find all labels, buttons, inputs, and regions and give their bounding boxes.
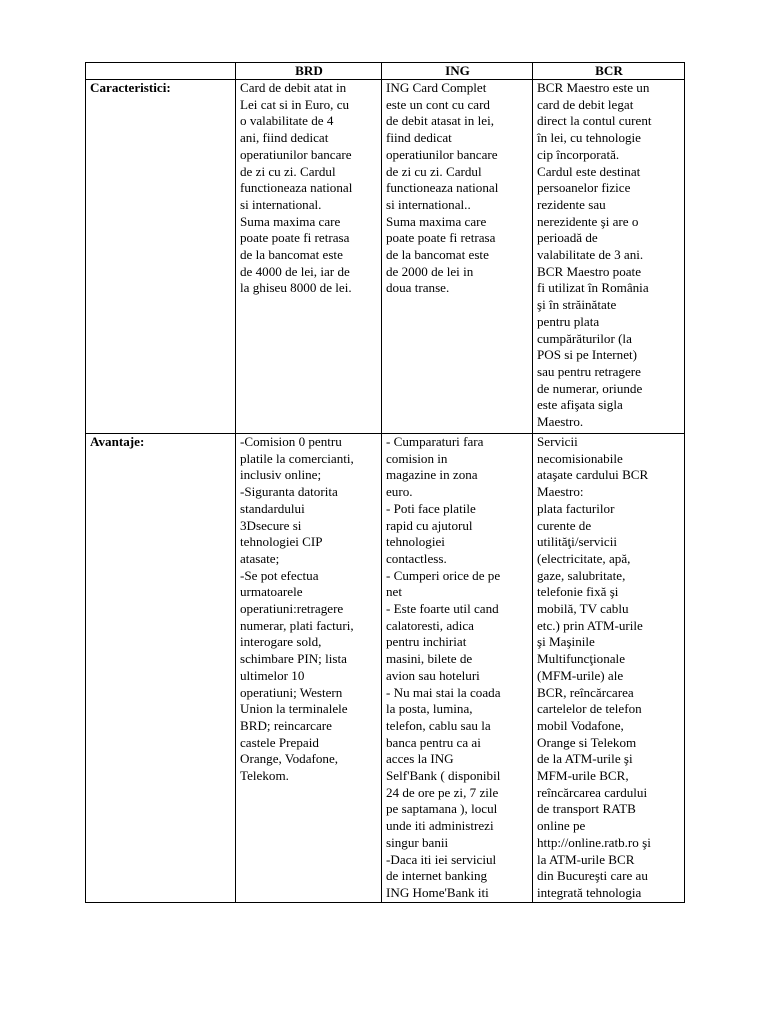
header-cell-ing: ING xyxy=(382,63,533,80)
cell-text-line: banca pentru ca ai xyxy=(386,734,481,750)
cell-text-line: Union la terminalele xyxy=(240,701,348,717)
cell-text-line: numerar, plati facturi, xyxy=(240,617,354,633)
cell-text-line: calatoresti, adica xyxy=(386,617,474,633)
cell-text-line: la ghiseu 8000 de lei. xyxy=(240,280,352,296)
cell-text-line: BCR Maestro este un xyxy=(537,80,650,95)
cell-text-line: telefon, cablu sau la xyxy=(386,717,491,733)
row-label-caracteristici: Caracteristici: xyxy=(86,80,236,434)
cell-text-line: de zi cu zi. Cardul xyxy=(240,163,336,179)
cell-text-line: tehnologiei CIP xyxy=(240,534,323,550)
cell-text-line: si international. xyxy=(240,196,322,212)
cell-text-line: persoanelor fizice xyxy=(537,180,631,196)
cell-text-line: MFM-urile BCR, xyxy=(537,768,629,784)
table-row xyxy=(86,80,685,434)
cell-text-line: - Nu mai stai la coada xyxy=(386,684,501,700)
cell-text-line: (MFM-urile) ale xyxy=(537,667,624,683)
cell-text-line: interogare sold, xyxy=(240,634,322,650)
cell-text-line: ING Home'Bank iti xyxy=(386,884,489,900)
cell-text-line: etc.) prin ATM-urile xyxy=(537,617,643,633)
cell-text-line: reîncărcarea cardului xyxy=(537,784,648,800)
cell-text-line: atasate; xyxy=(240,550,280,566)
cell-text-line: -Comision 0 pentru xyxy=(240,434,342,449)
cell-text-line: cartelelor de telefon xyxy=(537,701,642,717)
cell-text-line: de debit atasat in lei, xyxy=(386,113,494,129)
cell-text-line: mobil Vodafone, xyxy=(537,717,624,733)
cell-ing-caracteristici xyxy=(382,80,533,434)
cell-text-line: contactless. xyxy=(386,550,447,566)
cell-text-line: - Poti face platile xyxy=(386,500,476,516)
cell-text-line: poate poate fi retrasa xyxy=(240,230,350,246)
comparison-table xyxy=(85,62,685,903)
cell-text-line: 3Dsecure si xyxy=(240,517,302,533)
cell-text-line: Orange, Vodafone, xyxy=(240,751,339,767)
cell-text-line: ING Card Complet xyxy=(386,80,487,95)
cell-text-line: euro. xyxy=(386,484,413,500)
cell-text-line: platile la comercianti, xyxy=(240,450,354,466)
cell-text-line: castele Prepaid xyxy=(240,734,319,750)
cell-text-line: Telekom. xyxy=(240,768,289,784)
cell-text-line: Suma maxima care xyxy=(386,213,487,229)
cell-text-line: Maestro. xyxy=(537,414,584,430)
cell-bcr-caracteristici xyxy=(533,80,685,434)
cell-text-line: si international.. xyxy=(386,196,471,212)
cell-text-line: gaze, salubritate, xyxy=(537,567,626,583)
cell-text-line: POS si pe Internet) xyxy=(537,347,638,363)
cell-text-line: BCR, reîncărcarea xyxy=(537,684,634,700)
cell-text-line: card de debit legat xyxy=(537,96,634,112)
cell-text-line: Self'Bank ( disponibil xyxy=(386,768,501,784)
cell-text-line: schimbare PIN; lista xyxy=(240,651,347,667)
header-row xyxy=(86,63,685,80)
cell-text-line: doua transe. xyxy=(386,280,450,296)
cell-text-line: http://online.ratb.ro şi xyxy=(537,834,651,850)
cell-text-line: este un cont cu card xyxy=(386,96,490,112)
cell-text-line: ultimelor 10 xyxy=(240,667,305,683)
cell-text-line: de 2000 de lei in xyxy=(386,263,474,279)
cell-text-line: de zi cu zi. Cardul xyxy=(386,163,482,179)
cell-text-line: de numerar, oriunde xyxy=(537,380,643,396)
cell-text-line: - Este foarte util cand xyxy=(386,601,499,617)
cell-text-line: telefonie fixă şi xyxy=(537,584,619,600)
cell-text-line: (electricitate, apă, xyxy=(537,550,631,566)
cell-text-line: operatiuni:retragere xyxy=(240,601,344,617)
cell-text-line: operatiunilor bancare xyxy=(386,146,498,162)
cell-text-line: din Bucureşti care au xyxy=(537,868,648,884)
cell-text-line: standardului xyxy=(240,500,305,516)
cell-text-line: comision in xyxy=(386,450,448,466)
cell-text-line: online pe xyxy=(537,818,586,834)
cell-text-line: Servicii xyxy=(537,434,578,449)
cell-text-line: -Daca iti iei serviciul xyxy=(386,851,497,867)
cell-text-line: cumpărăturilor (la xyxy=(537,330,632,346)
cell-text-line: rezidente sau xyxy=(537,196,606,212)
cell-text-line: singur banii xyxy=(386,834,449,850)
cell-text-line: functioneaza national xyxy=(240,180,353,196)
cell-brd-caracteristici xyxy=(236,80,382,434)
cell-text-line: Suma maxima care xyxy=(240,213,341,229)
cell-text-line: la posta, lumina, xyxy=(386,701,473,717)
cell-text-line: operatiunilor bancare xyxy=(240,146,352,162)
cell-text-line: Maestro: xyxy=(537,484,584,500)
cell-text-line: utilităţi/servicii xyxy=(537,534,618,550)
cell-text-line: fi utilizat în România xyxy=(537,280,649,296)
cell-text-line: şi Maşinile xyxy=(537,634,595,650)
cell-text-line: -Siguranta datorita xyxy=(240,484,338,500)
cell-ing-avantaje xyxy=(382,434,533,903)
cell-text-line: avion sau hoteluri xyxy=(386,667,480,683)
cell-text-line: Orange si Telekom xyxy=(537,734,637,750)
cell-brd-avantaje xyxy=(236,434,382,903)
cell-text-line: pentru plata xyxy=(537,313,600,329)
cell-text-line: poate poate fi retrasa xyxy=(386,230,496,246)
header-cell-bcr: BCR xyxy=(533,63,685,80)
cell-text-line: Cardul este destinat xyxy=(537,163,641,179)
cell-text-line: în lei, cu tehnologie xyxy=(537,130,641,146)
cell-bcr-avantaje xyxy=(533,434,685,903)
cell-text-line: fiind dedicat xyxy=(386,130,452,146)
row-label-avantaje: Avantaje: xyxy=(86,434,236,903)
cell-text-line: pentru inchiriat xyxy=(386,634,467,650)
cell-text-line: -Se pot efectua xyxy=(240,567,319,583)
cell-text-line: - Cumparaturi fara xyxy=(386,434,484,449)
cell-text-line: Lei cat si in Euro, cu xyxy=(240,96,350,112)
cell-text-line: de transport RATB xyxy=(537,801,636,817)
cell-text-line: de la bancomat este xyxy=(240,247,343,263)
cell-text-line: la ATM-urile BCR xyxy=(537,851,635,867)
cell-text-line: direct la contul curent xyxy=(537,113,652,129)
cell-text-line: plata facturilor xyxy=(537,500,615,516)
cell-text-line: BRD; reincarcare xyxy=(240,717,332,733)
cell-text-line: o valabilitate de 4 xyxy=(240,113,334,129)
cell-text-line: masini, bilete de xyxy=(386,651,473,667)
cell-text-line: nerezidente şi are o xyxy=(537,213,639,229)
cell-text-line: ataşate cardului BCR xyxy=(537,467,649,483)
cell-text-line: de 4000 de lei, iar de xyxy=(240,263,350,279)
cell-text-line: curente de xyxy=(537,517,592,533)
cell-text-line: tehnologiei xyxy=(386,534,445,550)
cell-text-line: şi în străinătate xyxy=(537,297,617,313)
cell-text-line: necomisionabile xyxy=(537,450,623,466)
cell-text-line: de la ATM-urile şi xyxy=(537,751,633,767)
cell-text-line: integrată tehnologia xyxy=(537,884,642,900)
cell-text-line: - Cumperi orice de pe xyxy=(386,567,501,583)
cell-text-line: valabilitate de 3 ani. xyxy=(537,247,644,263)
cell-text-line: operatiuni; Western xyxy=(240,684,343,700)
cell-text-line: perioadă de xyxy=(537,230,598,246)
cell-text-line: Card de debit atat in xyxy=(240,80,347,95)
cell-text-line: acces la ING xyxy=(386,751,454,767)
cell-text-line: pe saptamana ), locul xyxy=(386,801,498,817)
cell-text-line: Multifuncţionale xyxy=(537,651,625,667)
cell-text-line: este afişata sigla xyxy=(537,397,623,413)
cell-text-line: functioneaza national xyxy=(386,180,499,196)
cell-text-line: rapid cu ajutorul xyxy=(386,517,473,533)
cell-text-line: de internet banking xyxy=(386,868,488,884)
cell-text-line: BCR Maestro poate xyxy=(537,263,642,279)
cell-text-line: sau pentru retragere xyxy=(537,363,641,379)
cell-text-line: ani, fiind dedicat xyxy=(240,130,329,146)
cell-text-line: 24 de ore pe zi, 7 zile xyxy=(386,784,499,800)
cell-text-line: mobilă, TV cablu xyxy=(537,601,629,617)
cell-text-line: unde iti administrezi xyxy=(386,818,494,834)
cell-text-line: de la bancomat este xyxy=(386,247,489,263)
cell-text-line: magazine in zona xyxy=(386,467,478,483)
header-cell-brd: BRD xyxy=(236,63,382,80)
header-cell-empty xyxy=(86,63,236,80)
cell-text-line: net xyxy=(386,584,402,600)
table-row xyxy=(86,434,685,903)
cell-text-line: inclusiv online; xyxy=(240,467,322,483)
cell-text-line: cip încorporată. xyxy=(537,146,620,162)
cell-text-line: urmatoarele xyxy=(240,584,303,600)
